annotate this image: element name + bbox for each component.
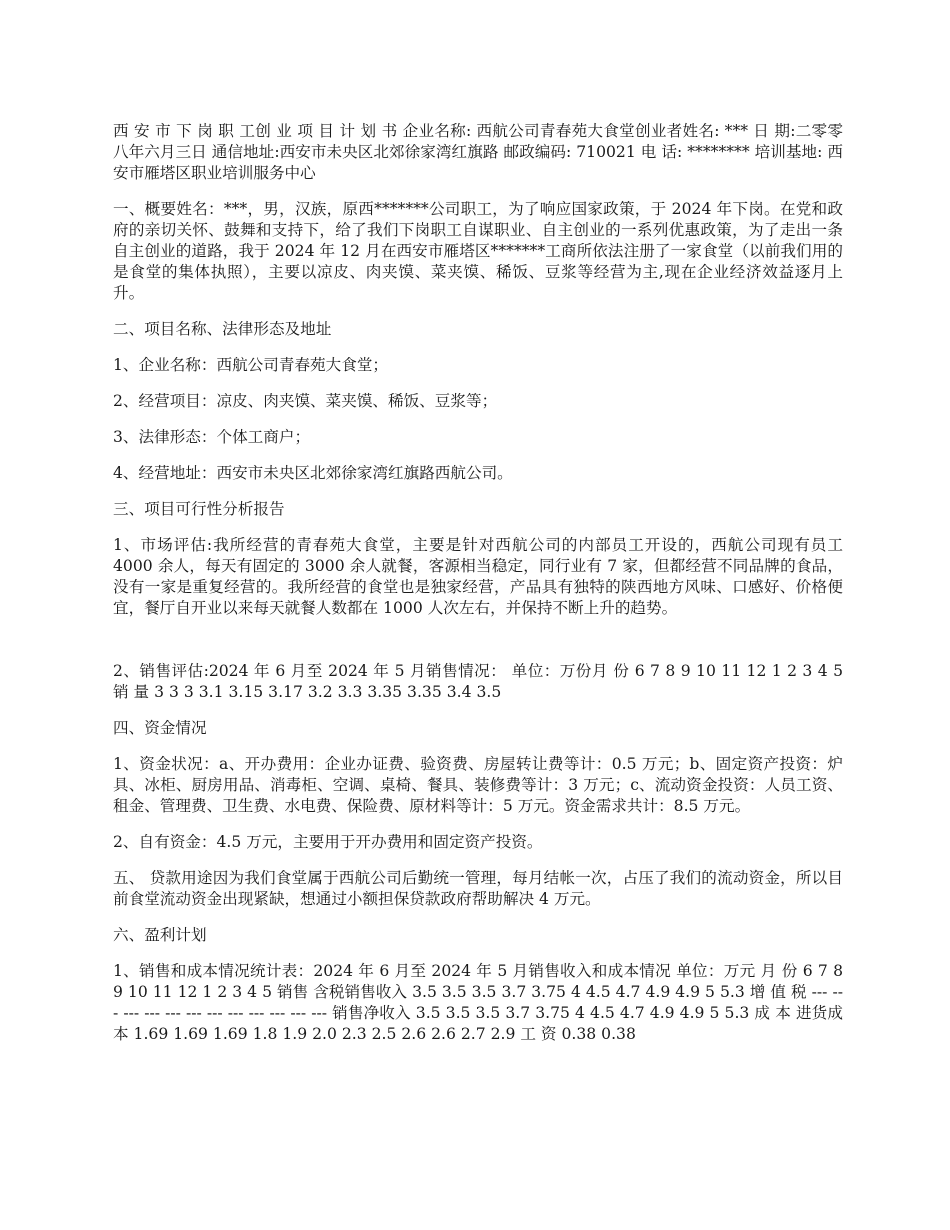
sales-assessment: 2、销售评估:2024 年 6 月至 2024 年 5 月销售情况： 单位：万份月 份 6 7 8 9 10 11 12 1 2 3 4 5 销 量 3 3 3 3.1 3.15 3.17 3.2 3.3 3.35 3.35 3.4 3.5 [113, 662, 843, 701]
own-funds: 2、自有资金：4.5 万元，主要用于开办费用和固定资产投资。 [113, 833, 543, 851]
funds-status: 1、资金状况：a、开办费用：企业办证费、验资费、房屋转让费等计：0.5 万元；b、固定资产投资：炉具、冰柜、厨房用品、消毒柜、空调、桌椅、餐具、装修费等计：3 万元；c、流动资金投资：人员工资、租金、管理费、卫生费、水电费、保险费、原材料等计：5 万元。资金需求共计：8.5 万元。 [113, 755, 843, 815]
section-heading-feasibility: 三、项目可行性分析报告 [113, 500, 285, 518]
project-scope: 2、经营项目：凉皮、肉夹馍、菜夹馍、稀饭、豆浆等； [113, 392, 498, 410]
project-name: 1、企业名称：西航公司青春苑大食堂； [113, 356, 389, 374]
loan-purpose: 五、 贷款用途因为我们食堂属于西航公司后勤统一管理，每月结帐一次，占压了我们的流动资金，所以目前食堂流动资金出现紧缺，想通过小额担保贷款政府帮助解决 4 万元。 [113, 869, 843, 908]
section-heading-project: 二、项目名称、法律形态及地址 [113, 320, 332, 338]
document-page [113, 121, 843, 1060]
sales-cost-table: 1、销售和成本情况统计表：2024 年 6 月至 2024 年 5 月销售收入和成本情况 单位：万元 月 份 6 7 8 9 10 11 12 1 2 3 4 5 销售 含税销售收入 3.5 3.5 3.5 3.7 3.75 4 4.5 4.7 4.9 4.9 5 5.3 增 值 税 --- --- --- --- --- --- --- --- --- --- --- --- 销售净收入 3.5 3.5 3.5 3.7 3.75 4 4.5 4.7 4.9 4.9 5 5.3 成 本 进货成本 1.69 1.69 1.69 1.8 1.9 2.0 2.3 2.5 2.6 2.6 2.7 2.9 工 资 0.38 0.38 [113, 962, 843, 1043]
project-legal-form: 3、法律形态：个体工商户； [113, 428, 311, 446]
market-assessment: 1、市场评估:我所经营的青春苑大食堂，主要是针对西航公司的内部员工开设的，西航公司现有员工 4000 余人，每天有固定的 3000 余人就餐，客源相当稳定，同行业有 7 家，但都经营不同品牌的食品，没有一家是重复经营的。我所经营的食堂也是独家经营，产品具有独特的陕西地方风味、口感好、价格便宜，餐厅自开业以来每天就餐人数都在 1000 人次左右，并保持不断上升的趋势。 [113, 536, 843, 617]
section-heading-funds: 四、资金情况 [113, 719, 207, 737]
section-overview: 一、概要姓名：***，男，汉族，原西*******公司职工，为了响应国家政策，于 2024 年下岗。在党和政府的亲切关怀、鼓舞和支持下，给了我们下岗职工自谋职业、自主创业的一系列优惠政策，为了走出一条自主创业的道路，我于 2024 年 12 月在西安市雁塔区*******工商所依法注册了一家食堂（以前我们用的是食堂的集体执照），主要以凉皮、肉夹馍、菜夹馍、稀饭、豆浆等经营为主,现在企业经济效益逐月上升。 [113, 200, 843, 302]
project-address: 4、经营地址：西安市未央区北郊徐家湾红旗路西航公司。 [113, 464, 513, 482]
section-heading-profit: 六、盈利计划 [113, 926, 207, 944]
header-info: 西 安 市 下 岗 职 工创 业 项 目 计 划 书 企业名称: 西航公司青春苑大食堂创业者姓名: *** 日 期:二零零八年六月三日 通信地址:西安市未央区北郊徐家湾红旗路 邮政编码: 710021 电 话: ******** 培训基地: 西安市雁塔区职业培训服务中心 [113, 122, 843, 182]
